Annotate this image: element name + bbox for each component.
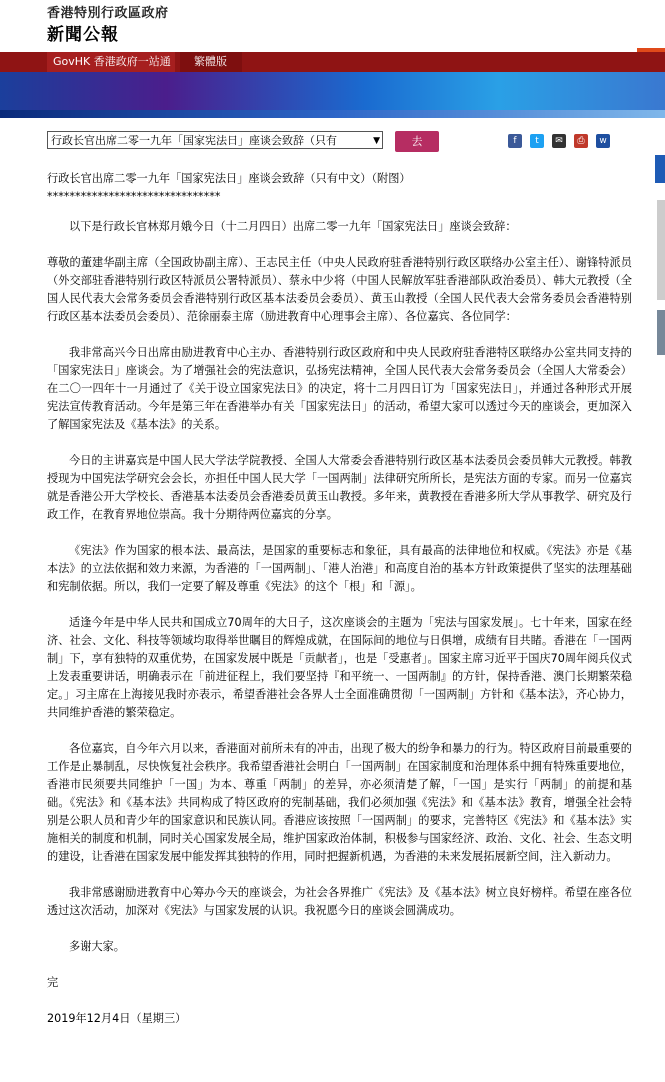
- article-thanks: 多谢大家。: [69, 940, 125, 953]
- nav-traditional-link[interactable]: 繁體版: [180, 52, 242, 72]
- article-date: 2019年12月4日（星期三）: [47, 1012, 187, 1025]
- article-paragraph: 各位嘉宾，自今年六月以来，香港面对前所未有的冲击，出现了极大的纷争和暴力的行为。特区政府目前最重要的工作是止暴制乱，尽快恢复社会秩序。我希望香港社会明白「一国两制」在国家制度和治理体系中拥有特殊重要地位，香港市民须要共同维护「一国」为本、尊重「两制」的差异，亦必须清楚了解，「一国」是实行「两制」的前提和基础。《宪法》和《基本法》共同构成了特区政府的宪制基础，我们必须加强《宪法》和《基本法》教育，增强全社会特别是公职人员和青少年的国家意识和民族认同。香港应该按照「一国两制」的要求，完善特区《宪法》和《基本法》实施相关的制度和机制，同时关心国家发展全局，维护国家政治体制，积极参与国家经济、政治、文化、社会、生态文明的建设，让香港在国家发展中能发挥其独特的作用，同时把握新机遇，为香港的未来发展拓展新空间，注入新动力。: [47, 742, 632, 863]
- title-stars: *******************************: [47, 190, 221, 203]
- press-release-title: 新聞公報: [47, 25, 119, 45]
- article-end: 完: [47, 976, 59, 989]
- weibo-icon[interactable]: w: [596, 134, 610, 148]
- article-paragraph: 适逢今年是中华人民共和国成立70周年的大日子，这次座谈会的主题为「宪法与国家发展」。七十年来，国家在经济、社会、文化、科技等领域均取得举世瞩目的辉煌成就，在国际间的地位与日俱增，成绩有目共睹。香港在「一国两制」下，享有独特的双重优势，在国家发展中既是「贡献者」，也是「受惠者」。国家主席习近平于国庆70周年阅兵仪式上发表重要讲话，明确表示在「前进征程上，我们要坚持『和平统一、一国两制』的方针，保持香港、澳门长期繁荣稳定。」习主席在上海接见我时亦表示，希望香港社会各界人士全面准确贯彻「一国两制」方针和《基本法》，齐心协力，共同维护香港的繁荣稳定。: [47, 616, 632, 719]
- article-paragraph: 《宪法》作为国家的根本法、最高法，是国家的重要标志和象征，具有最高的法律地位和权威。《宪法》亦是《基本法》的立法依据和效力来源，为香港的「一国两制」、「港人治港」和高度自治的基本方针政策提供了坚实的法理基础和宪制依据。所以，我们一定要了解及尊重《宪法》的这个「根」和「源」。: [47, 544, 632, 593]
- side-image: [657, 310, 665, 355]
- article-intro: 以下是行政长官林郑月娥今日（十二月四日）出席二零一九年「国家宪法日」座谈会致辞：: [69, 220, 517, 233]
- facebook-icon[interactable]: f: [508, 134, 522, 148]
- print-icon[interactable]: ⎙: [574, 134, 588, 148]
- article-paragraph: 我非常感谢励进教育中心筹办今天的座谈会，为社会各界推广《宪法》及《基本法》树立良好榜样。希望在座各位透过这次活动，加深对《宪法》与国家发展的认识。我祝愿今日的座谈会圆满成功。: [47, 886, 632, 917]
- nav-govhk-link[interactable]: GovHK 香港政府一站通: [47, 52, 175, 72]
- banner-stripe: [0, 110, 665, 118]
- release-select-value: 行政长官出席二零一九年「国家宪法日」座谈会致辞（只有: [51, 134, 337, 147]
- release-select[interactable]: [47, 131, 383, 149]
- dropdown-arrow-icon: ▼: [373, 136, 380, 146]
- article-title: 行政长官出席二零一九年「国家宪法日」座谈会致辞（只有中文）（附图）: [47, 172, 411, 185]
- email-icon[interactable]: ✉: [552, 134, 566, 148]
- twitter-icon[interactable]: t: [530, 134, 544, 148]
- side-tab[interactable]: [655, 155, 665, 183]
- page-header: [0, 0, 665, 48]
- article-greeting: 尊敬的董建华副主席（全国政协副主席）、王志民主任（中央人民政府驻香港特别行政区联络办公室主任）、谢锋特派员（外交部驻香港特别行政区特派员公署特派员）、蔡永中少将（中国人民解放军驻香港部队政治委员）、韩大元教授（全国人民代表大会常务委员会香港特别行政区基本法委员会委员）、黄玉山教授（全国人民代表大会常务委员会香港特别行政区基本法委员会委员）、范徐丽泰主席（励进教育中心理事会主席）、各位嘉宾、各位同学：: [47, 256, 632, 323]
- article-paragraph: 今日的主讲嘉宾是中国人民大学法学院教授、全国人大常委会香港特别行政区基本法委员会委员韩大元教授。韩教授现为中国宪法学研究会会长，亦担任中国人民大学「一国两制」法律研究所所长，是宪法方面的专家。而另一位嘉宾就是香港公开大学校长、香港基本法委员会香港委员黄玉山教授。多年来，黄教授在香港多所大学从事教学、研究及行政工作，在教育界地位崇高。我十分期待两位嘉宾的分享。: [47, 454, 632, 521]
- side-image: [657, 200, 665, 300]
- article-paragraph: 我非常高兴今日出席由励进教育中心主办、香港特别行政区政府和中央人民政府驻香港特区联络办公室共同支持的「国家宪法日」座谈会。为了增强社会的宪法意识，弘扬宪法精神，全国人民代表大会常务委员会（全国人大常委会）在二〇一四年十一月通过了《关于设立国家宪法日》的决定，将十二月四日订为「国家宪法日」，并通过各种形式开展宪法宣传教育活动。今年是第三年在香港举办有关「国家宪法日」的活动，希望大家可以透过今天的座谈会，更加深入了解国家宪法及《基本法》的关系。: [47, 346, 632, 431]
- article-content: [47, 170, 632, 1028]
- gov-name: 香港特別行政區政府: [47, 6, 169, 21]
- go-button[interactable]: 去: [395, 131, 439, 152]
